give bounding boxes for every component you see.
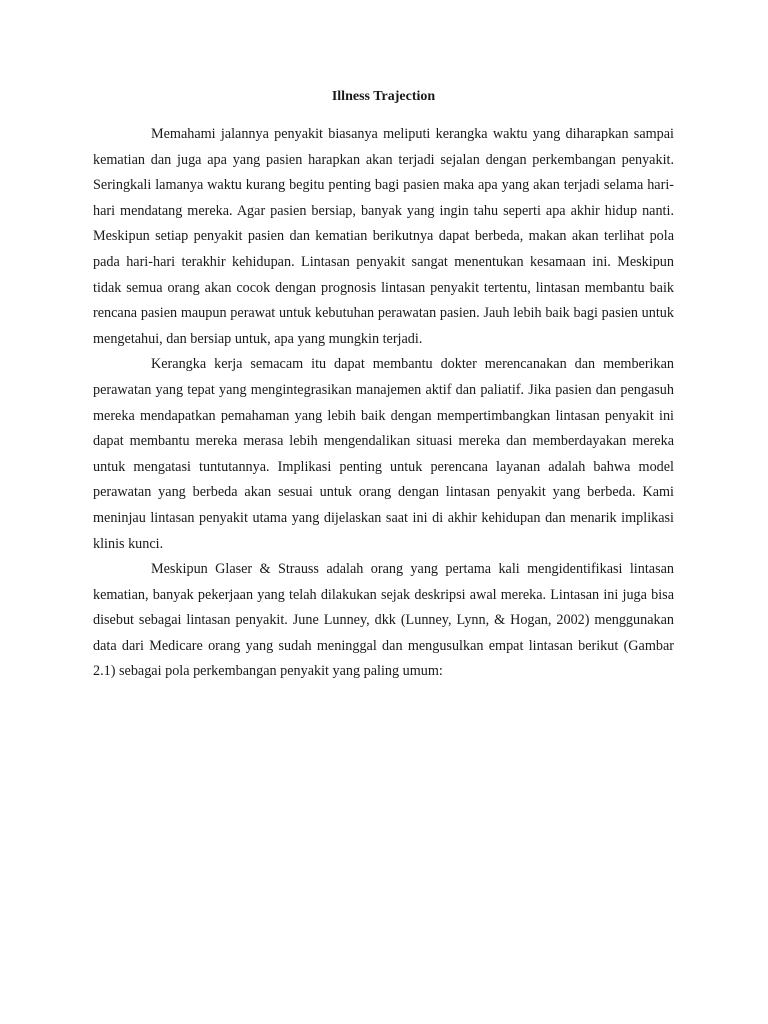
paragraph-3: Meskipun Glaser & Strauss adalah orang yang pertama kali mengidentifikasi lintasan kematian, banyak pekerjaan yang telah dilakukan sejak deskripsi awal mereka. Lintasan ini juga bisa disebut sebagai lintasan penyakit. June Lunney, dkk (Lunney, Lynn, & Hogan, 2002) menggunakan data dari Medicare orang yang sudah meninggal dan mengusulkan empat lintasan berikut (Gambar 2.1) sebagai pola perkembangan penyakit yang paling umum: [93,561,674,680]
document-title: Illness Trajection [331,89,436,104]
paragraph-2: Kerangka kerja semacam itu dapat membantu dokter merencanakan dan memberikan perawatan yang tepat yang mengintegrasikan manajemen aktif dan paliatif. Jika pasien dan pengasuh mereka mendapatkan pemahaman yang lebih baik dengan mempertimbangkan lintasan penyakit ini dapat membantu mereka merasa lebih mengendalikan situasi mereka dan memberdayakan mereka untuk mengatasi tuntutannya. Implikasi penting untuk perencana layanan adalah bahwa model perawatan yang berbeda akan sesuai untuk orang dengan lintasan penyakit yang berbeda. Kami meninjau lintasan penyakit utama yang dijelaskan saat ini di akhir kehidupan dan menarik implikasi klinis kunci. [93,356,674,552]
paragraph-1: Memahami jalannya penyakit biasanya meliputi kerangka waktu yang diharapkan sampai kematian dan juga apa yang pasien harapkan akan terjadi sejalan dengan perkembangan penyakit. Seringkali lamanya waktu kurang begitu penting bagi pasien maka apa yang akan terjadi selama hari-hari mendatang mereka. Agar pasien bersiap, banyak yang ingin tahu seperti apa akhir hidup nanti. Meskipun setiap penyakit pasien dan kematian berikutnya dapat berbeda, makan akan terlihat pola pada hari-hari terakhir kehidupan. Lintasan penyakit sangat menentukan kesamaan ini. Meskipun tidak semua orang akan cocok dengan prognosis lintasan penyakit tertentu, lintasan membantu baik rencana pasien maupun perawat untuk kebutuhan perawatan pasien. Jauh lebih baik bagi pasien untuk mengetahui, dan bersiap untuk, apa yang mungkin terjadi. [93,126,674,347]
document-body [93,84,674,685]
